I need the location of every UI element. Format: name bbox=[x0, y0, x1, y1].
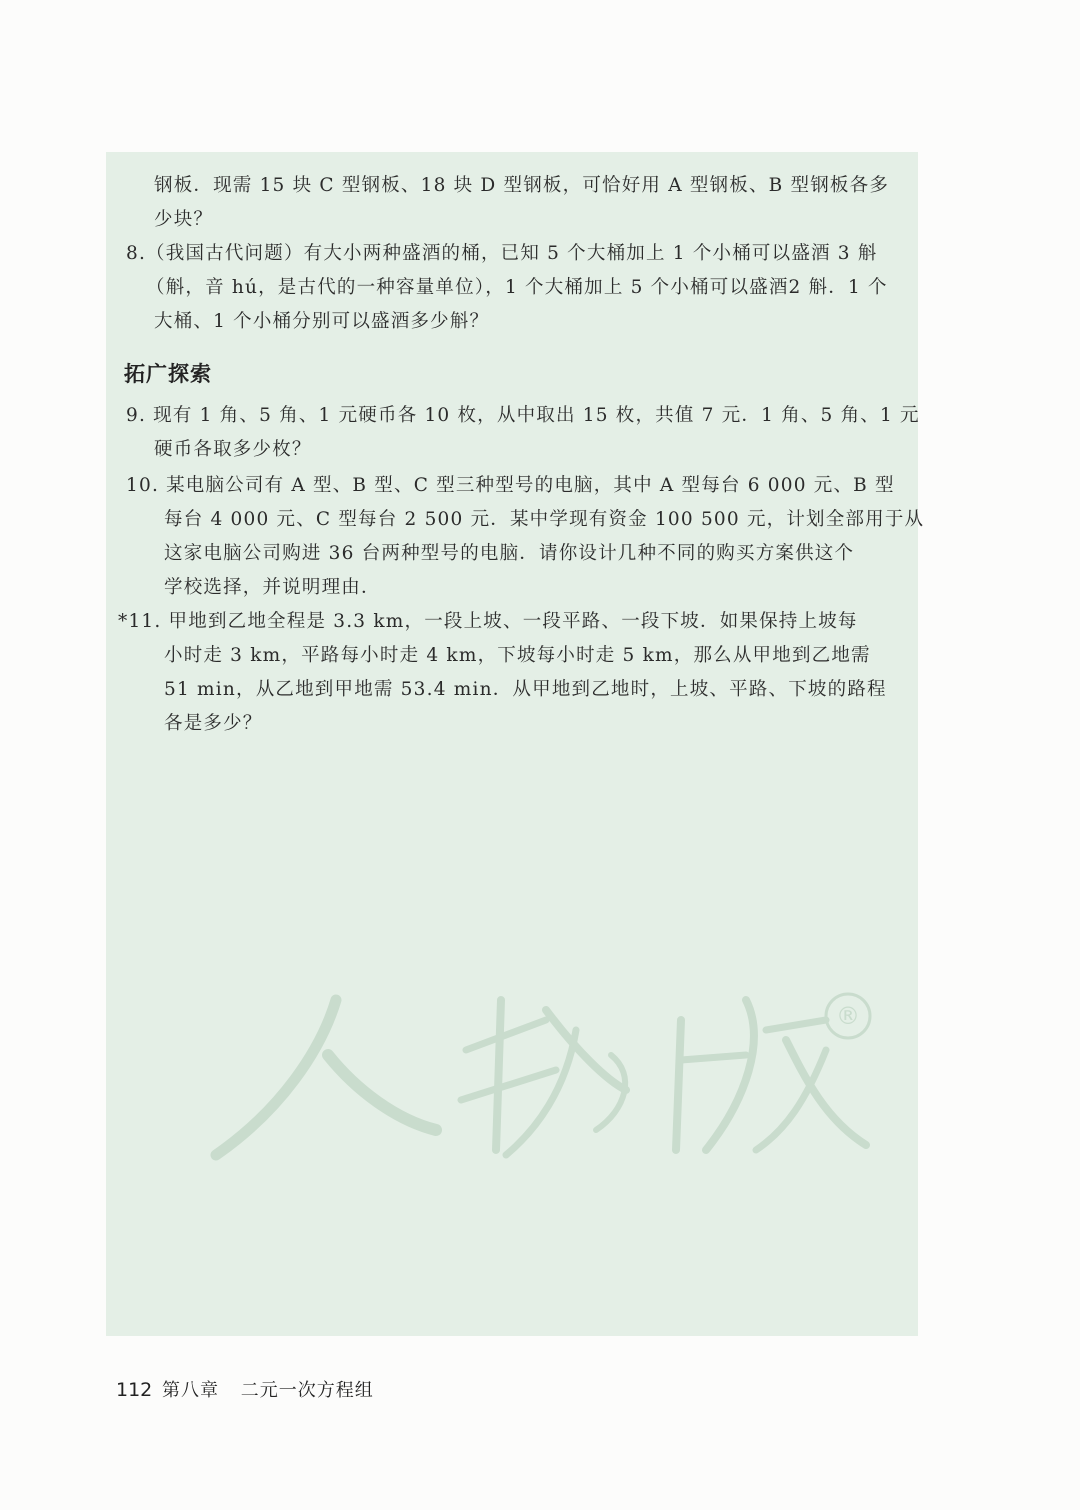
problem-10-line-2: 每台 4 000 元、C 型每台 2 500 元．某中学现有资金 100 500 元，计划全部用于从 bbox=[164, 509, 925, 530]
problem-9-line-2: 硬币各取多少枚？ bbox=[154, 439, 312, 460]
chapter-label: 第八章 bbox=[162, 1380, 219, 1401]
problem-7-continuation-line-2: 少块？ bbox=[154, 209, 214, 230]
page-number: 112 bbox=[116, 1379, 153, 1401]
chapter-title: 二元一次方程组 bbox=[240, 1380, 374, 1401]
problem-11-line-2: 小时走 3 km，平路每小时走 4 km，下坡每小时走 5 km，那么从甲地到乙地需 bbox=[164, 645, 871, 666]
problem-8-line-1: 8.（我国古代问题）有大小两种盛酒的桶，已知 5 个大桶加上 1 个小桶可以盛酒 3 斛 bbox=[126, 243, 878, 264]
problem-9-line-1: 9. 现有 1 角、5 角、1 元硬币各 10 枚，从中取出 15 枚，共值 7 元．1 角、5 角、1 元 bbox=[126, 405, 920, 426]
problem-11-line-1: *11. 甲地到乙地全程是 3.3 km，一段上坡、一段平路、一段下坡．如果保持上坡每 bbox=[118, 611, 858, 632]
problem-8-line-2: （斛，音 hú，是古代的一种容量单位），1 个大桶加上 5 个小桶可以盛酒2 斛．1 个 bbox=[146, 277, 888, 298]
problem-8-line-3: 大桶、1 个小桶分别可以盛酒多少斛？ bbox=[154, 311, 490, 332]
problem-10-line-3: 这家电脑公司购进 36 台两种型号的电脑．请你设计几种不同的购买方案供这个 bbox=[164, 543, 855, 564]
problem-7-continuation-line-1: 钢板．现需 15 块 C 型钢板、18 块 D 型钢板，可恰好用 A 型钢板、B 型钢板各多 bbox=[154, 175, 890, 196]
registered-mark: ® bbox=[836, 1002, 860, 1030]
problem-11-line-4: 各是多少？ bbox=[164, 713, 263, 734]
section-heading-extension: 拓广探索 bbox=[124, 362, 212, 386]
problem-11-line-3: 51 min，从乙地到甲地需 53.4 min．从甲地到乙地时，上坡、平路、下坡的路程 bbox=[164, 679, 887, 700]
problem-10-line-4: 学校选择，并说明理由． bbox=[164, 577, 381, 598]
problem-10-line-1: 10. 某电脑公司有 A 型、B 型、C 型三种型号的电脑，其中 A 型每台 6 000 元、B 型 bbox=[126, 475, 895, 496]
page-footer bbox=[116, 1376, 374, 1402]
